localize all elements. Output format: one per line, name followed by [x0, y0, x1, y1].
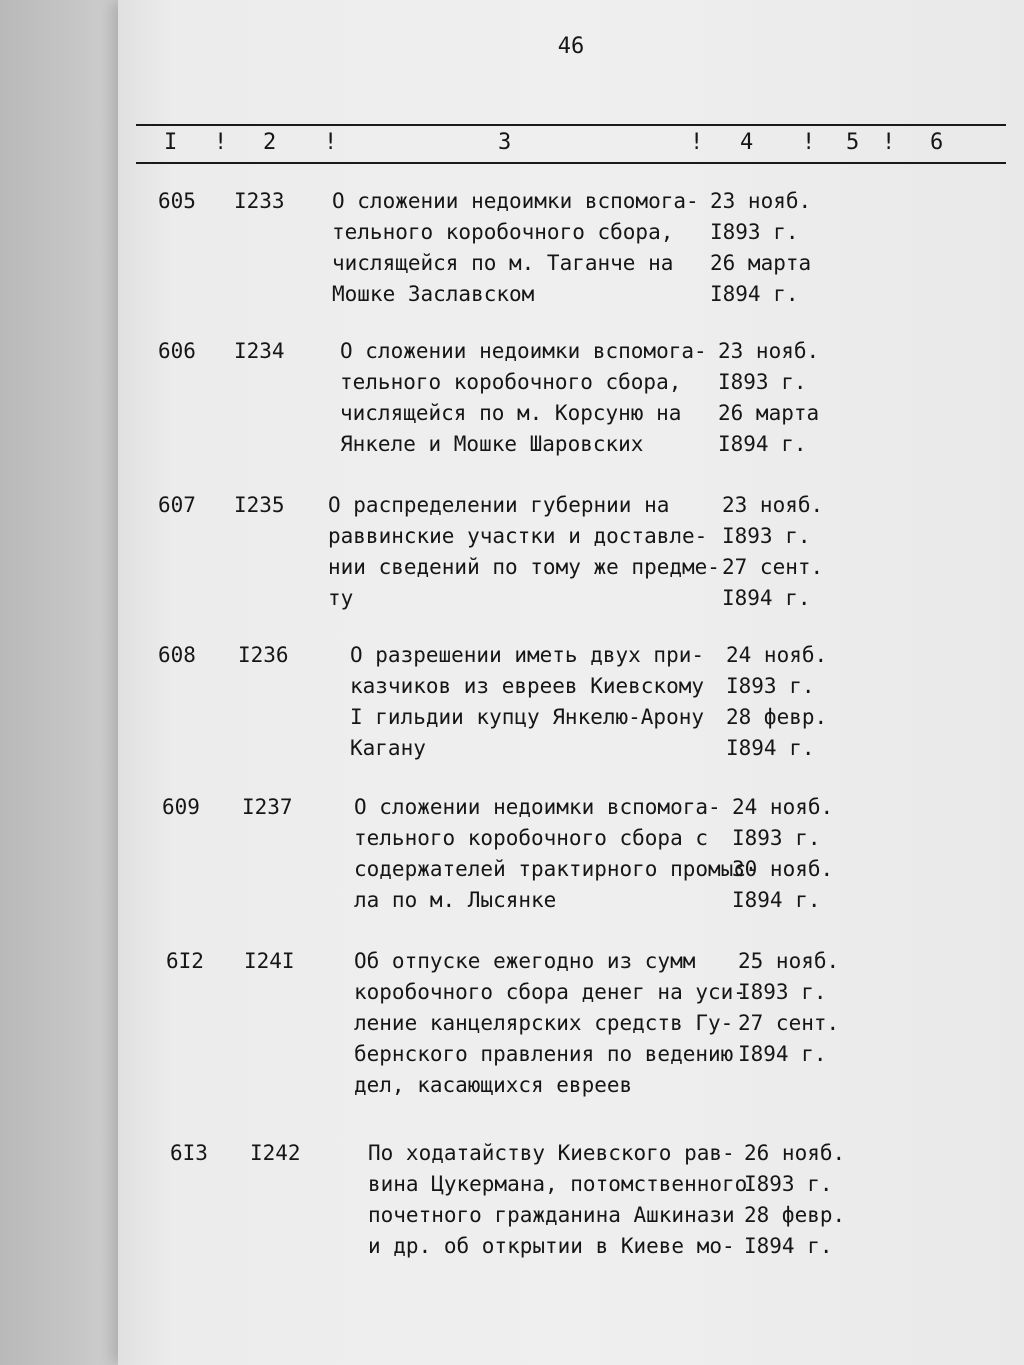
entry-number: 605 — [158, 189, 196, 213]
header-col-1: I — [164, 130, 178, 155]
date-line: 23 нояб. — [722, 493, 824, 517]
header-sep-4: ! — [802, 130, 816, 155]
title-line: тельного коробочного сбора, — [340, 370, 682, 394]
entry-title — [354, 792, 759, 916]
title-line: раввинские участки и доставле- — [328, 524, 708, 548]
header-col-2: 2 — [263, 130, 277, 155]
date-line: I894 г. — [744, 1234, 833, 1258]
date-line: 25 нояб. — [738, 949, 840, 973]
header-sep-3: ! — [690, 130, 704, 155]
header-col-5: 5 — [846, 130, 860, 155]
file-number: I234 — [234, 339, 285, 363]
entry-dates — [726, 640, 827, 764]
title-line: казчиков из евреев Киевскому — [350, 674, 705, 698]
title-line: ла по м. Лысянке — [354, 888, 557, 912]
header-col-3: 3 — [498, 130, 512, 155]
title-line: числящейся по м. Корсуню на — [340, 401, 682, 425]
title-line: дел, касающихся евреев — [354, 1073, 633, 1097]
entry-title — [332, 186, 699, 310]
entry-dates — [738, 946, 839, 1070]
header-col-4: 4 — [740, 130, 754, 155]
date-line: I894 г. — [732, 888, 821, 912]
entry-dates — [710, 186, 811, 310]
date-line: 26 марта — [710, 251, 812, 275]
title-line: нии сведений по тому же предме- — [328, 555, 720, 579]
date-line: I893 г. — [718, 370, 807, 394]
date-line: I893 г. — [744, 1172, 833, 1196]
date-line: 26 нояб. — [744, 1141, 846, 1165]
date-line: 24 нояб. — [732, 795, 834, 819]
title-line: I гильдии купцу Янкелю-Арону — [350, 705, 705, 729]
date-line: 26 марта — [718, 401, 820, 425]
title-line: О сложении недоимки вспомога- — [354, 795, 721, 819]
date-line: I894 г. — [710, 282, 799, 306]
document-page — [118, 0, 1024, 1365]
header-col-6: 6 — [930, 130, 944, 155]
entry-number: 609 — [162, 795, 200, 819]
title-line: ление канцелярских средств Гу- — [354, 1011, 734, 1035]
entry-title — [354, 946, 746, 1101]
file-number: I233 — [234, 189, 285, 213]
date-line: I893 г. — [710, 220, 799, 244]
entry-number: 607 — [158, 493, 196, 517]
title-line: вина Цукермана, потомственного — [368, 1172, 748, 1196]
date-line: I894 г. — [718, 432, 807, 456]
entry-dates — [722, 490, 823, 614]
entry-dates — [732, 792, 833, 916]
title-line: О распределении губернии на — [328, 493, 670, 517]
entry-dates — [744, 1138, 845, 1262]
date-line: 28 февр. — [726, 705, 828, 729]
entry-number: 608 — [158, 643, 196, 667]
file-number: I237 — [242, 795, 293, 819]
file-number: I235 — [234, 493, 285, 517]
title-line: Кагану — [350, 736, 426, 760]
date-line: 23 нояб. — [710, 189, 812, 213]
file-number: I24I — [244, 949, 295, 973]
date-line: I893 г. — [726, 674, 815, 698]
title-line: и др. об открытии в Киеве мо- — [368, 1234, 735, 1258]
header-sep-2: ! — [324, 130, 338, 155]
header-bottom-rule — [136, 162, 1006, 164]
date-line: I894 г. — [726, 736, 815, 760]
title-line: Мошке Заславском — [332, 282, 535, 306]
title-line: коробочного сбора денег на уси- — [354, 980, 746, 1004]
header-sep-1: ! — [214, 130, 228, 155]
header-sep-5: ! — [882, 130, 896, 155]
entry-dates — [718, 336, 819, 460]
title-line: О разрешении иметь двух при- — [350, 643, 705, 667]
title-line: Об отпуске ежегодно из сумм — [354, 949, 696, 973]
date-line: 27 сент. — [738, 1011, 840, 1035]
title-line: ту — [328, 586, 354, 610]
entry-number: 6I3 — [170, 1141, 208, 1165]
title-line: содержателей трактирного промыс- — [354, 857, 759, 881]
file-number: I242 — [250, 1141, 301, 1165]
entry-title — [368, 1138, 747, 1262]
date-line: 24 нояб. — [726, 643, 828, 667]
date-line: 30 нояб. — [732, 857, 834, 881]
entry-title — [340, 336, 707, 460]
date-line: I894 г. — [722, 586, 811, 610]
title-line: По ходатайству Киевского рав- — [368, 1141, 735, 1165]
date-line: I893 г. — [738, 980, 827, 1004]
title-line: О сложении недоимки вспомога- — [332, 189, 699, 213]
page-number: 46 — [557, 34, 585, 59]
file-number: I236 — [238, 643, 289, 667]
date-line: I893 г. — [722, 524, 811, 548]
title-line: О сложении недоимки вспомога- — [340, 339, 707, 363]
title-line: тельного коробочного сбора, — [332, 220, 674, 244]
date-line: 23 нояб. — [718, 339, 820, 363]
entry-number: 6I2 — [166, 949, 204, 973]
title-line: тельного коробочного сбора с — [354, 826, 709, 850]
title-line: Янкеле и Мошке Шаровских — [340, 432, 644, 456]
entry-number: 606 — [158, 339, 196, 363]
date-line: 27 сент. — [722, 555, 824, 579]
title-line: почетного гражданина Ашкинази — [368, 1203, 735, 1227]
title-line: числящейся по м. Таганче на — [332, 251, 674, 275]
date-line: I894 г. — [738, 1042, 827, 1066]
date-line: I893 г. — [732, 826, 821, 850]
date-line: 28 февр. — [744, 1203, 846, 1227]
title-line: бернского правления по ведению — [354, 1042, 734, 1066]
header-top-rule — [136, 124, 1006, 126]
entry-title — [350, 640, 704, 764]
entry-title — [328, 490, 720, 614]
